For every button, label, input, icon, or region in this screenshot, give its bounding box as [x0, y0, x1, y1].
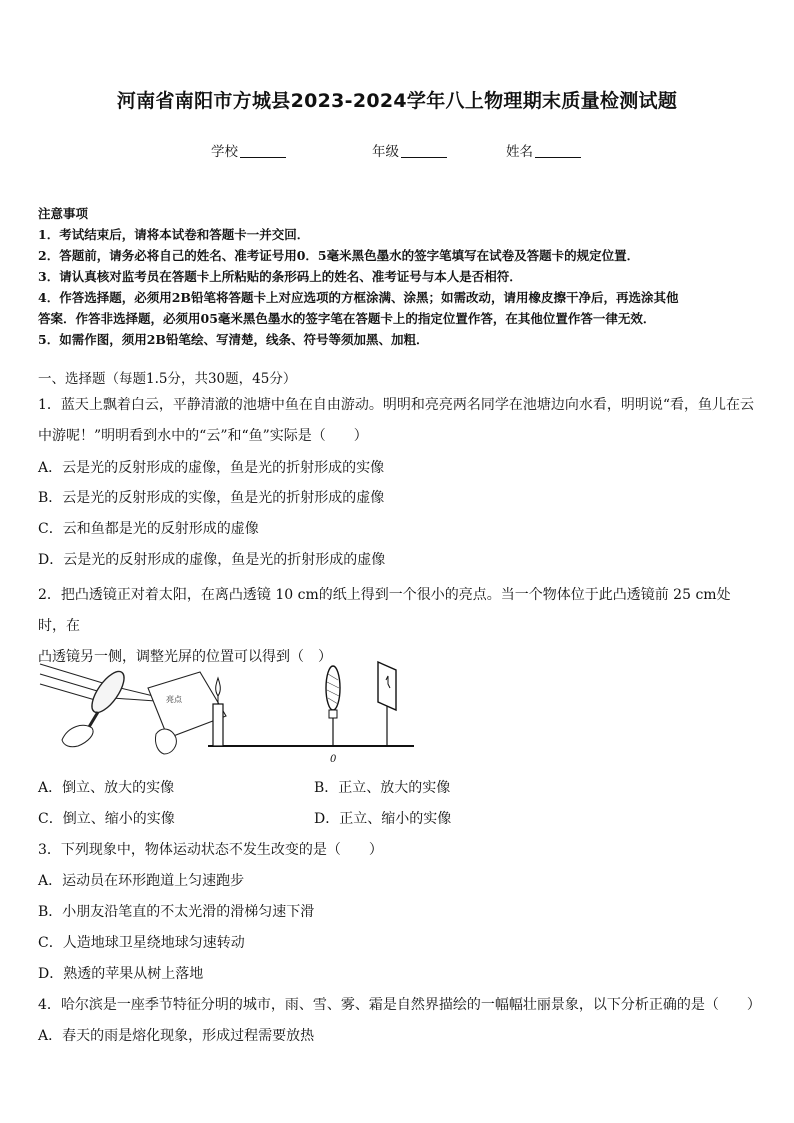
candle	[213, 704, 223, 746]
question-3-option-c: C．人造地球卫星绕地球匀速转动	[38, 935, 245, 951]
exam-title: 河南省南阳市方城县2023-2024学年八上物理期末质量检测试题	[116, 90, 678, 112]
question-3-option-d: D．熟透的苹果从树上落地	[38, 966, 204, 982]
bright-spot-label: 亮点	[166, 695, 182, 704]
note-item: 3．请认真核对监考员在答题卡上所粘贴的条形码上的姓名、准考证号与本人是否相符．	[38, 269, 522, 284]
question-1-line1: 1．蓝天上飘着白云，平静清澈的池塘中鱼在自由游动。明明和亮亮两名同学在池塘边向水看，明明说“看，鱼儿在云	[38, 397, 755, 413]
note-item: 2．答题前，请务必将自己的姓名、准考证号用0．5毫米黑色墨水的签字笔填写在试卷及答题卡的规定位置．	[38, 248, 640, 263]
question-2-option-a: A．倒立、放大的实像	[38, 780, 175, 796]
note-item: 4．作答选择题，必须用2B铅笔将答题卡上对应选项的方框涂满、涂黑；如需改动，请用橡皮擦干净后，再选涂其他	[38, 290, 679, 305]
left-hand	[62, 725, 93, 746]
grade-field	[372, 140, 447, 160]
note-item: 1．考试结束后，请将本试卷和答题卡一并交回．	[38, 227, 310, 242]
question-1-option-b: B．云是光的反射形成的实像，鱼是光的折射形成的虚像	[38, 490, 385, 506]
note-item: 答案．作答非选择题，必须用05毫米黑色墨水的签字笔在答题卡上的指定位置作答，在其他位置作答一律无效．	[38, 311, 656, 326]
question-1-option-c: C．云和鱼都是光的反射形成的虚像	[38, 521, 259, 537]
question-1-option-a: A．云是光的反射形成的虚像，鱼是光的折射形成的实像	[38, 460, 385, 476]
grade-label: 年级	[372, 144, 399, 160]
question-3-option-b: B．小朋友沿笔直的不太光滑的滑梯匀速下滑	[38, 904, 315, 920]
origin-label: 0	[330, 754, 337, 765]
school-label: 学校	[211, 144, 238, 160]
question-1-option-d: D．云是光的反射形成的虚像，鱼是光的折射形成的虚像	[38, 552, 386, 568]
question-4-stem: 4．哈尔滨是一座季节特征分明的城市，雨、雪、雾、霜是自然界描绘的一幅幅壮丽景象，以下分析正确的是（ ）	[38, 997, 761, 1013]
question-2-line1: 2．把凸透镜正对着太阳，在离凸透镜 10 cm的纸上得到一个很小的亮点。当一个物体位于此凸透镜前 25 cm处时，在	[38, 587, 731, 634]
question-4-option-a: A．春天的雨是熔化现象，形成过程需要放热	[38, 1028, 315, 1044]
section-heading: 一、选择题（每题1.5分，共30题，45分）	[38, 371, 297, 387]
question-3-stem: 3．下列现象中，物体运动状态不发生改变的是（ ）	[38, 842, 383, 858]
school-field	[211, 140, 286, 160]
question-2-option-d: D．正立、缩小的实像	[314, 811, 452, 827]
notes-block	[38, 203, 758, 350]
right-hand	[155, 729, 176, 754]
name-blank	[535, 145, 581, 158]
candle-flame	[216, 678, 221, 696]
question-1-line2: 中游呢！”明明看到水中的“云”和“鱼”实际是（ ）	[38, 428, 368, 444]
question-1-stem	[38, 390, 758, 452]
grade-blank	[401, 145, 447, 158]
note-item: 5．如需作图，须用2B铅笔绘、写清楚，线条、符号等须加黑、加粗．	[38, 332, 429, 347]
magnifier-lens	[86, 667, 130, 718]
question-3-option-a: A．运动员在环形跑道上匀速跑步	[38, 873, 245, 889]
question-2-option-b: B．正立、放大的实像	[314, 780, 451, 796]
name-field	[506, 140, 581, 160]
notes-heading: 注意事项	[38, 206, 89, 221]
question-2-option-c: C．倒立、缩小的实像	[38, 811, 175, 827]
convex-lens	[326, 666, 340, 710]
school-blank	[240, 145, 286, 158]
light-screen	[378, 662, 396, 710]
name-label: 姓名	[506, 144, 533, 160]
lens-experiment-figure	[38, 650, 418, 768]
lens-holder	[329, 710, 337, 718]
question-2-line2: 凸透镜另一侧，调整光屏的位置可以得到（ ）	[38, 649, 332, 665]
